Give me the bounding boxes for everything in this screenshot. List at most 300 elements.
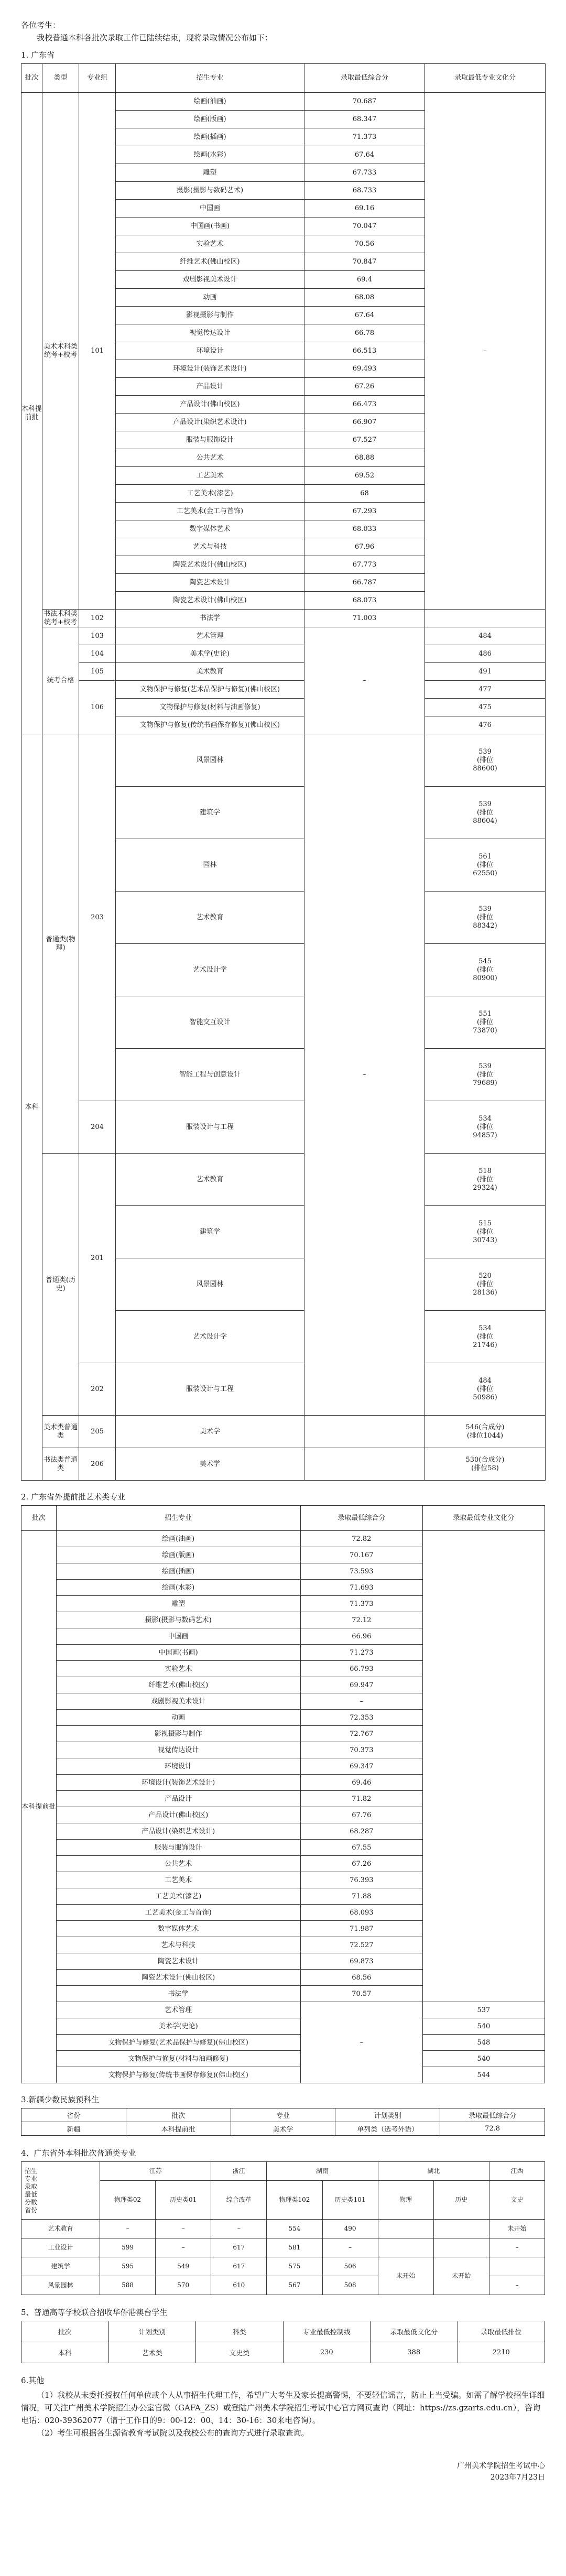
major-cell: 绘画(水彩) (116, 146, 304, 164)
th-major: 招生专业 (116, 64, 304, 93)
th-group: 专业组 (79, 64, 116, 93)
score-cell: 70.167 (300, 1547, 422, 1563)
major-cell: 书法学 (116, 610, 304, 627)
major-cell: 服装与服饰设计 (56, 1840, 300, 1856)
major-cell: 陶瓷艺术设计 (116, 574, 304, 592)
th4-jiangxi: 江西 (489, 2162, 545, 2181)
score-cell: 72.12 (300, 1612, 422, 1628)
group-cell: 104 (79, 645, 116, 663)
cult-cell: 534 (排位 94857) (425, 1101, 546, 1154)
major-cell: 视觉传达设计 (56, 1742, 300, 1758)
type-cell: 美术术科类统考+校考 (42, 93, 79, 610)
th2-major: 招生专业 (56, 1506, 300, 1531)
major-cell: 绘画(油画) (56, 1531, 300, 1547)
cell: 本科 (21, 2342, 109, 2363)
cult-cell: 539 (排位 79689) (425, 1049, 546, 1101)
section-6-title: 6.其他 (21, 2376, 45, 2385)
group-cell: 202 (79, 1363, 116, 1416)
cell: 599 (100, 2238, 156, 2257)
cult-cell: 520 (排位 28136) (425, 1258, 546, 1311)
major-cell: 陶瓷艺术设计(佛山校区) (116, 556, 304, 574)
th4-subject: 综合改革 (211, 2181, 267, 2220)
th4-subject: 物理类02 (100, 2181, 156, 2220)
cell: – (489, 2238, 545, 2257)
th4-subject: 历史类101 (322, 2181, 378, 2220)
major-cell: 风景园林 (116, 1258, 304, 1311)
score-cell: 67.293 (304, 503, 425, 520)
major-cell: 雕塑 (56, 1596, 300, 1612)
score-cell: 69.947 (300, 1677, 422, 1693)
cell: 617 (211, 2257, 267, 2276)
major-cell: 文物保护与修复(传统书画保存修复)(佛山校区) (56, 2067, 300, 2083)
score-cell (304, 1416, 425, 1448)
score-cell: 69.347 (300, 1758, 422, 1775)
table-out-province-early (21, 1505, 545, 2083)
major-cell: 建筑学 (116, 1206, 304, 1258)
table-row (21, 93, 546, 111)
major-cell: 美术学(史论) (116, 645, 304, 663)
cult-cell: 518 (排位 29324) (425, 1154, 546, 1206)
table-row (21, 681, 546, 699)
score-cell: 70.047 (304, 218, 425, 235)
table-row (21, 2238, 545, 2257)
score-cell: 66.473 (304, 396, 425, 414)
table-row (21, 734, 546, 787)
cell: 未开始 (489, 2220, 545, 2238)
score-cell: 68.347 (304, 111, 425, 128)
score-cell: 66.907 (304, 414, 425, 431)
cell: 581 (267, 2238, 322, 2257)
major-cell: 绘画(插画) (56, 1563, 300, 1580)
major-cell: 艺术管理 (56, 2002, 300, 2018)
major-cell: 美术教育 (116, 663, 304, 681)
batch-cell: 本科提前批 (21, 93, 42, 734)
major-cell: 工艺美术(金工与首饰) (116, 503, 304, 520)
score-cell: 67.64 (304, 146, 425, 164)
score-cell: 67.55 (300, 1840, 422, 1856)
cell: – (489, 2276, 545, 2295)
major-cell: 产品设计(染织艺术设计) (56, 1823, 300, 1840)
score-cell: 66.787 (304, 574, 425, 592)
major-cell: 数字媒体艺术 (116, 520, 304, 538)
cell: 588 (100, 2276, 156, 2295)
cell (433, 2238, 489, 2257)
score-cell: 67.733 (304, 164, 425, 182)
major-cell: 中国画(书画) (56, 1645, 300, 1661)
th4-subject: 文史 (489, 2181, 545, 2220)
table-xinjiang (21, 2108, 545, 2136)
major-cell: 工艺美术(金工与首饰) (56, 1905, 300, 1921)
batch-cell: 本科 (21, 734, 42, 1481)
cult-cell: 530(合成分) (排位58) (425, 1448, 546, 1481)
major-cell: 视觉传达设计 (116, 324, 304, 342)
major-cell: 摄影(摄影与数码艺术) (116, 182, 304, 200)
score-cell: 67.96 (304, 538, 425, 556)
type-cell: 美术类普通类 (42, 1416, 79, 1448)
group-cell: 103 (79, 627, 116, 645)
score-cell: – (304, 734, 425, 1416)
score-cell: 68.287 (300, 1823, 422, 1840)
cell: – (322, 2238, 378, 2257)
type-cell: 统考合格 (42, 627, 79, 734)
score-cell: 71.88 (300, 1888, 422, 1905)
cell: 文史类 (196, 2342, 284, 2363)
th2-batch: 批次 (21, 1506, 57, 1531)
major-cell: 中国画 (56, 1628, 300, 1645)
table-row (21, 1448, 546, 1481)
major-cell: 工艺美术 (56, 1872, 300, 1888)
major-cell: 建筑学 (116, 787, 304, 839)
th3-province: 省份 (21, 2108, 126, 2122)
table-row (21, 2342, 545, 2363)
table-row (21, 2002, 545, 2018)
major-cell: 陶瓷艺术设计(佛山校区) (56, 1970, 300, 1986)
major-cell: 绘画(版画) (56, 1547, 300, 1563)
cell: 388 (371, 2342, 458, 2363)
cell (378, 2238, 433, 2257)
cult-cell: 484 (排位 50986) (425, 1363, 546, 1416)
th4-subject: 物理类102 (267, 2181, 322, 2220)
signature-date: 2023年7月23日 (490, 2473, 545, 2482)
section-2-title: 2. 广东省外提前批艺术类专业 (21, 1492, 126, 1502)
section-1-title: 1. 广东省 (21, 50, 55, 60)
score-cell: 68.88 (304, 449, 425, 467)
major-cell: 艺术与科技 (116, 538, 304, 556)
score-cell: 67.527 (304, 431, 425, 449)
notice: 我校普通本科各批次录取工作已陆续结束，现将录取情况公布如下： (37, 33, 273, 42)
major-cell: 陶瓷艺术设计(佛山校区) (116, 592, 304, 610)
cult-cell: 539 (排位 88604) (425, 787, 546, 839)
major-cell: 风景园林 (116, 734, 304, 787)
major-cell: 动画 (116, 289, 304, 307)
major-cell: 艺术与科技 (56, 1937, 300, 1953)
major-cell: 艺术教育 (21, 2220, 100, 2238)
score-cell: – (300, 1693, 422, 1710)
score-cell: – (304, 627, 425, 734)
section-3-title: 3.新疆少数民族预科生 (21, 2095, 100, 2104)
score-cell: 71.373 (304, 128, 425, 146)
score-cell: 71.373 (300, 1596, 422, 1612)
cell: 未开始 (433, 2257, 489, 2295)
section-4-title: 4、广东省外本科批次普通类专业 (21, 2148, 136, 2158)
signature-org: 广州美术学院招生考试中心 (457, 2462, 545, 2470)
table-row (21, 2257, 545, 2276)
major-cell: 中国画 (116, 200, 304, 218)
cult-cell: 540 (422, 2018, 545, 2035)
cell: – (211, 2220, 267, 2238)
major-cell: 文物保护与修复(传统书画保存修复)(佛山校区) (116, 716, 304, 734)
table-row (21, 1101, 546, 1154)
score-cell: 68.033 (304, 520, 425, 538)
major-cell: 动画 (56, 1710, 300, 1726)
cult-cell (425, 610, 546, 627)
major-cell: 实验艺术 (56, 1661, 300, 1677)
th3-plan: 计划类别 (335, 2108, 440, 2122)
th-batch: 批次 (21, 64, 42, 93)
group-cell: 101 (79, 93, 116, 610)
group-cell: 106 (79, 681, 116, 734)
cult-cell: 561 (排位 62550) (425, 839, 546, 892)
cell (433, 2220, 489, 2238)
major-cell: 艺术设计学 (116, 1311, 304, 1363)
table-row (21, 2220, 545, 2238)
type-cell: 普通类(物理) (42, 734, 79, 1154)
th-cult: 录取最低专业文化分 (425, 64, 546, 93)
th2-score: 录取最低综合分 (300, 1506, 422, 1531)
th4-zhejiang: 浙江 (211, 2162, 267, 2181)
major-cell: 服装设计与工程 (116, 1363, 304, 1416)
score-cell: 67.76 (300, 1807, 422, 1823)
score-cell: 67.26 (304, 378, 425, 396)
major-cell: 产品设计 (56, 1791, 300, 1807)
cult-cell: 539 (排位 88342) (425, 892, 546, 944)
major-cell: 艺术教育 (116, 892, 304, 944)
th3-major: 专业 (231, 2108, 335, 2122)
table-guangdong (21, 63, 546, 1481)
th5-rank: 录取最低排位 (458, 2321, 545, 2342)
table-row (21, 663, 546, 681)
th4-subject: 物理 (378, 2181, 433, 2220)
cell: 506 (322, 2257, 378, 2276)
table-row (21, 2051, 545, 2067)
th-type: 类型 (42, 64, 79, 93)
score-cell: 70.56 (304, 235, 425, 253)
table-row (21, 1363, 546, 1416)
cell: 567 (267, 2276, 322, 2295)
score-cell: 70.847 (304, 253, 425, 271)
score-cell: 69.16 (304, 200, 425, 218)
major-cell: 产品设计(染织艺术设计) (116, 414, 304, 431)
table-row (21, 1416, 546, 1448)
major-cell: 文物保护与修复(材料与油画修复) (116, 699, 304, 716)
major-cell: 摄影(摄影与数码艺术) (56, 1612, 300, 1628)
major-cell: 数字媒体艺术 (56, 1921, 300, 1937)
major-cell: 陶瓷艺术设计 (56, 1953, 300, 1970)
cult-cell: 540 (422, 2051, 545, 2067)
cult-cell: 515 (排位 30743) (425, 1206, 546, 1258)
cult-cell: 545 (排位 80900) (425, 944, 546, 996)
th4-hunan: 湖南 (267, 2162, 378, 2181)
group-cell: 201 (79, 1154, 116, 1363)
cell: 2210 (458, 2342, 545, 2363)
score-cell: 69.873 (300, 1953, 422, 1970)
cell: – (156, 2238, 211, 2257)
cult-cell: 539 (排位 88600) (425, 734, 546, 787)
score-cell: 68.08 (304, 289, 425, 307)
group-cell: 102 (79, 610, 116, 627)
type-cell: 书法类普通类 (42, 1448, 79, 1481)
table-row (21, 1531, 545, 1547)
cell: 508 (322, 2276, 378, 2295)
major-cell: 智能工程与创意设计 (116, 1049, 304, 1101)
cell: 艺术类 (108, 2342, 196, 2363)
score-cell: 69.493 (304, 360, 425, 378)
major-cell: 产品设计(佛山校区) (116, 396, 304, 414)
major-cell: 影视摄影与制作 (56, 1726, 300, 1742)
group-cell: 203 (79, 734, 116, 1101)
table-row (21, 610, 546, 627)
major-cell: 产品设计 (116, 378, 304, 396)
cell: 72.8 (440, 2122, 545, 2136)
cult-cell: 477 (425, 681, 546, 699)
cell: 595 (100, 2257, 156, 2276)
major-cell: 艺术设计学 (116, 944, 304, 996)
major-cell: 工艺美术(漆艺) (116, 485, 304, 503)
type-cell: 书法术科类统考+校考 (42, 610, 79, 627)
score-cell: 72.527 (300, 1937, 422, 1953)
major-cell: 影视摄影与制作 (116, 307, 304, 324)
th4-subject: 历史类01 (156, 2181, 211, 2220)
th5-cult: 录取最低文化分 (371, 2321, 458, 2342)
score-cell: 66.96 (300, 1628, 422, 1645)
cult-cell: – (425, 93, 546, 610)
major-cell: 戏剧影视美术设计 (116, 271, 304, 289)
group-cell: 205 (79, 1416, 116, 1448)
cult-cell: 476 (425, 716, 546, 734)
major-cell: 艺术教育 (116, 1154, 304, 1206)
th-score: 录取最低综合分 (304, 64, 425, 93)
score-cell: 68.733 (304, 182, 425, 200)
score-cell: 70.687 (304, 93, 425, 111)
major-cell: 服装设计与工程 (116, 1101, 304, 1154)
cult-cell: 544 (422, 2067, 545, 2083)
major-cell: 雕塑 (116, 164, 304, 182)
major-cell: 环境设计(装饰艺术设计) (56, 1775, 300, 1791)
score-cell: 68 (304, 485, 425, 503)
notice-paragraph-1: （1）我校从未委托授权任何单位或个人从事招生代理工作，希望广大考生及家长提高警惕，不要轻信谣言，防止上当受骗。如需了解学校招生详细情况，可关注广州美术学院招生办公室官微（GAFA_ZS）或登陆广州美术学院招生考试中心官方网页查询（网址：https://zs.gzarts.edu.cn），咨询电话：020-39362077（请于工作日的9：00-12：00、14：30-16：30来电咨询）。 (21, 2390, 545, 2425)
major-cell: 纤维艺术(佛山校区) (56, 1677, 300, 1693)
group-cell: 105 (79, 663, 116, 681)
cell: 490 (322, 2220, 378, 2238)
th4-subject: 历史 (433, 2181, 489, 2220)
cell (378, 2220, 433, 2238)
score-cell: 71.987 (300, 1921, 422, 1937)
table-out-province-regular (21, 2161, 545, 2295)
score-cell: 71.273 (300, 1645, 422, 1661)
cell: 230 (283, 2342, 371, 2363)
major-cell: 产品设计(佛山校区) (56, 1807, 300, 1823)
score-cell: – (300, 2002, 422, 2083)
cult-cell: 486 (425, 645, 546, 663)
th5-control: 专业最低控制线 (283, 2321, 371, 2342)
score-cell (304, 1448, 425, 1481)
score-cell: 70.373 (300, 1742, 422, 1758)
score-cell: 67.64 (304, 307, 425, 324)
table-row (21, 645, 546, 663)
score-cell: 68.56 (300, 1970, 422, 1986)
greeting: 各位考生： (21, 20, 61, 30)
cult-cell: 475 (425, 699, 546, 716)
cell (489, 2257, 545, 2276)
th2-cult: 录取最低专业文化分 (422, 1506, 545, 1531)
cell: 单列类（选考外语） (335, 2122, 440, 2136)
major-cell: 美术学 (116, 1416, 304, 1448)
major-cell: 工艺美术(漆艺) (56, 1888, 300, 1905)
major-cell: 文物保护与修复(艺术品保护与修复)(佛山校区) (116, 681, 304, 699)
major-cell: 工艺美术 (116, 467, 304, 485)
major-cell: 美术学(史论) (56, 2018, 300, 2035)
cell: 美术学 (231, 2122, 335, 2136)
major-cell: 风景园林 (21, 2276, 100, 2295)
table-row (21, 2035, 545, 2051)
score-cell: 66.513 (304, 342, 425, 360)
score-cell: 69.4 (304, 271, 425, 289)
table-row (21, 2122, 545, 2136)
major-cell: 环境设计 (56, 1758, 300, 1775)
table-row (21, 1154, 546, 1206)
group-cell: 204 (79, 1101, 116, 1154)
major-cell: 绘画(插画) (116, 128, 304, 146)
th5-subject: 科类 (196, 2321, 284, 2342)
major-cell: 书法学 (56, 1986, 300, 2002)
score-cell: 71.693 (300, 1580, 422, 1596)
cell: 549 (156, 2257, 211, 2276)
cell: 610 (211, 2276, 267, 2295)
major-cell: 园林 (116, 839, 304, 892)
table-row (21, 627, 546, 645)
score-cell: 72.82 (300, 1531, 422, 1547)
cell: 本科提前批 (126, 2122, 231, 2136)
cell: 575 (267, 2257, 322, 2276)
score-cell: 72.353 (300, 1710, 422, 1726)
score-cell: 69.46 (300, 1775, 422, 1791)
cell: 617 (211, 2238, 267, 2257)
cult-cell: 551 (排位 73870) (425, 996, 546, 1049)
cell: 554 (267, 2220, 322, 2238)
cult-cell: 548 (422, 2035, 545, 2051)
major-cell: 工业设计 (21, 2238, 100, 2257)
major-cell: 绘画(水彩) (56, 1580, 300, 1596)
type-cell: 普通类(历史) (42, 1154, 79, 1416)
score-cell: 66.793 (300, 1661, 422, 1677)
major-cell: 纤维艺术(佛山校区) (116, 253, 304, 271)
table-overseas (21, 2321, 545, 2363)
cult-cell: 491 (425, 663, 546, 681)
score-cell: 73.593 (300, 1563, 422, 1580)
cult-cell: 484 (425, 627, 546, 645)
cell: 未开始 (378, 2257, 433, 2295)
notice-paragraph-2: （2）考生可根据各生源省教育考试院以及我校公布的查询方式进行录取查询。 (37, 2428, 309, 2438)
score-cell: 66.78 (304, 324, 425, 342)
score-cell: 69.52 (304, 467, 425, 485)
th5-plan: 计划类别 (108, 2321, 196, 2342)
cell: 570 (156, 2276, 211, 2295)
table-row (21, 2018, 545, 2035)
major-cell: 环境设计(装饰艺术设计) (116, 360, 304, 378)
major-cell: 文物保护与修复(艺术品保护与修复)(佛山校区) (56, 2035, 300, 2051)
score-cell: 71.82 (300, 1791, 422, 1807)
cult-cell (422, 1531, 545, 2002)
cell: – (156, 2220, 211, 2238)
major-cell: 公共艺术 (56, 1856, 300, 1872)
th4-hubei: 湖北 (378, 2162, 489, 2181)
score-cell: 72.767 (300, 1726, 422, 1742)
major-cell: 服装与服饰设计 (116, 431, 304, 449)
score-cell: 76.393 (300, 1872, 422, 1888)
group-cell: 206 (79, 1448, 116, 1481)
major-cell: 美术学 (116, 1448, 304, 1481)
th5-batch: 批次 (21, 2321, 109, 2342)
score-cell: 68.093 (300, 1905, 422, 1921)
batch-cell: 本科提前批 (21, 1531, 57, 2083)
th4-jiangsu: 江苏 (100, 2162, 211, 2181)
major-cell: 实验艺术 (116, 235, 304, 253)
score-cell: 67.773 (304, 556, 425, 574)
major-cell: 智能交互设计 (116, 996, 304, 1049)
major-cell: 戏剧影视美术设计 (56, 1693, 300, 1710)
score-cell: 70.57 (300, 1986, 422, 2002)
cell: – (100, 2220, 156, 2238)
